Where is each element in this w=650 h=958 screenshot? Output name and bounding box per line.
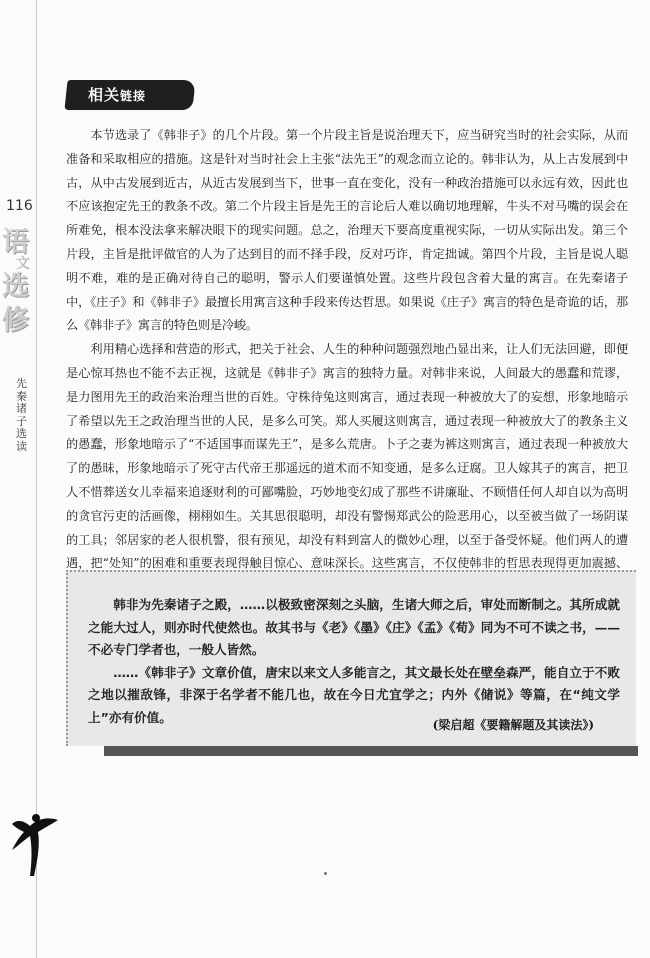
paragraph: 利用精心选择和营造的形式，把关于社会、人生的种种问题强烈地凸显出来，让人们无法回避，即便是心惊耳热也不能不去正视，这就是《韩非子》寓言的独特力量。对韩非来说，人间最大的愚蠢和荒谬，是力图用先王的政治来治理当世的百姓。守株待兔这则寓言，通过表现一种被放大了的妄想，形象地暗示了希望以先王之政治理当世的人民，是多么可笑。郑人买履这则寓言，通过表现一种被放大了的教条主义的愚蠢，形象地暗示了“不适国事而谋先王”，是多么荒唐。卜子之妻为裤这则寓言，通过表现一种被放大了的愚昧，形象地暗示了死守古代帝王那遥远的道术而不知变通，是多么迂腐。卫人嫁其子的寓言，把卫人不惜葬送女儿幸福来追逐财利的可鄙嘴脸，巧妙地变幻成了那些不讲廉耻、不顾惜任何人却自以为高明的贪官污吏的活画像，栩栩如生。关其思很聪明，却没有警惕郑武公的险恶用心，以至被当做了一场阴谋的工具；邻居家的老人很机警，很有预见，却没有料到富人的微妙心理，以至于备受怀疑。他们两人的遭遇，把“处知”的困难和重要表现得触目惊心、意味深长。这些寓言，不仅使韩非的哲思表现得更加震撼、 bbox=[66, 342, 628, 571]
page-number: 116 bbox=[6, 198, 33, 214]
quote-paragraph: 韩非为先秦诸子之殿，……以极致密深刻之头脑，生诸大师之后，审处而断制之。其所成就之能大过人，则亦时代使然也。故其书与《老》《墨》《庄》《孟》《荀》同为不可不读之书，——不必专门学者也，一般人皆然。 bbox=[88, 597, 620, 658]
quote-source: (梁启超《要籍解题及其读法》) bbox=[432, 718, 594, 732]
related-link-banner bbox=[66, 80, 194, 110]
banner-label bbox=[88, 84, 146, 105]
ink-figure-icon bbox=[8, 806, 62, 886]
side-subtitle: 先秦诸子选读 bbox=[16, 377, 27, 453]
side-title bbox=[2, 226, 36, 338]
side-title-char: 文 bbox=[16, 256, 30, 272]
quote-text bbox=[88, 594, 620, 730]
quote-paragraph: ……《韩非子》文章价值，唐宋以来文人多能言之，其文最长处在壁垒森严，能自立于不败之地以摧敌锋，非深于名学者不能几也，故在今日尤宜学之；内外《储说》等篇，在“纯文学上”亦有价值。 bbox=[88, 664, 620, 725]
banner-label-part1: 相关 bbox=[88, 86, 121, 104]
side-title-char: 选 bbox=[2, 271, 29, 302]
quote-box bbox=[66, 570, 636, 746]
banner-label-part2: 链接 bbox=[120, 89, 147, 103]
page-dot bbox=[324, 872, 327, 875]
main-text bbox=[66, 124, 628, 600]
paragraph: 本节选录了《韩非子》的几个片段。第一个片段主旨是说治理天下，应当研究当时的社会实际，从而准备和采取相应的措施。这是针对当时社会上主张“法先王”的观念而立论的。韩非认为，从上古发展到中古，从中古发展到近古，从近古发展到当下，世事一直在变化，没有一种政治措施可以永远有效，因此也不应该抱定先王的教条不改。第二个片段主旨是先王的言论后人难以确切地理解，牛头不对马嘴的误会在所难免，根本没法拿来解决眼下的现实问题。总之，治理天下要高度重视实际，一切从实际出发。第三个片段，主旨是批评做官的人为了达到目的而不择手段，反对巧诈，肯定拙诚。第四个片段，主旨是说人聪明不难，难的是正确对待自己的聪明，警示人们要谨慎处置。这些片段包含着大量的寓言。在先秦诸子中，《庄子》和《韩非子》最擅长用寓言这种手段来传达哲思。如果说《庄子》寓言的特色是奇诡的话，那么《韩非子》寓言的特色则是冷峻。 bbox=[66, 128, 628, 333]
side-title-char: 语 bbox=[2, 227, 29, 258]
side-title-char: 修 bbox=[2, 305, 29, 336]
